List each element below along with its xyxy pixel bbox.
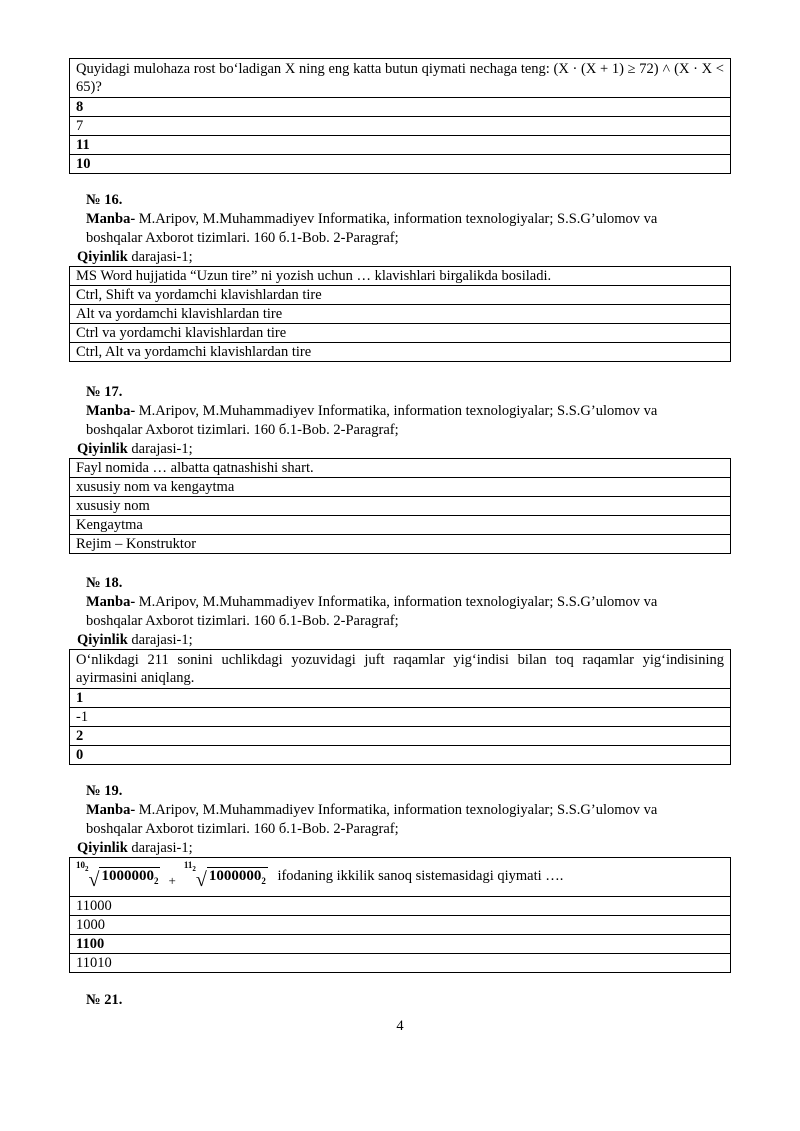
question-text: MS Word hujjatida “Uzun tire” ni yozish uchun … klavishlari birgalikda bosiladi.: [70, 267, 731, 286]
question-table-prev: [69, 58, 731, 174]
root-2: [183, 859, 268, 891]
option-row: [70, 98, 731, 117]
option: 11000: [70, 897, 731, 916]
option: Ctrl, Shift va yordamchi klavishlardan tire: [70, 286, 731, 305]
option: Ctrl, Alt va yordamchi klavishlardan tire: [70, 343, 731, 362]
option: 10: [70, 155, 731, 174]
option-row: [70, 535, 731, 554]
q17-table: [69, 458, 731, 554]
source-line: [86, 402, 736, 421]
q17-difficulty: [77, 440, 193, 459]
option: Ctrl va yordamchi klavishlardan tire: [70, 324, 731, 343]
source-line: [86, 593, 736, 612]
question-text: O‘nlikdagi 211 sonini uchlikdagi yozuvidagi juft raqamlar yig‘indisi bilan toq raqamlar yig‘indisining ayirmasini aniqlang.: [70, 650, 731, 689]
option-correct: 1100: [70, 935, 731, 954]
source-line-2: boshqalar Axborot tizimlari. 160 б.1-Bob. 2-Paragraf;: [86, 613, 399, 629]
root-index-value: 10: [76, 859, 85, 870]
option-row: [70, 136, 731, 155]
root-index-base: 2: [192, 864, 196, 873]
option-row: [70, 324, 731, 343]
plus-sign: +: [168, 872, 176, 888]
radicand-value: 1000000: [101, 867, 154, 884]
question-number: № 19.: [86, 783, 123, 799]
question-text: ifodaning ikkilik sanoq sistemasidagi qiymati ….: [277, 867, 564, 884]
question-number: № 17.: [86, 384, 123, 400]
option-correct: 8: [70, 98, 731, 117]
source-line: [86, 801, 736, 820]
qiyinlik-value: darajasi-1;: [127, 632, 193, 648]
question-text: Quyidagi mulohaza rost bo‘ladigan X ning eng katta butun qiymati nechaga teng: (X · (X + 1) ≥ 72) ˄ (X · X < 65)?: [70, 59, 731, 98]
option: xususiy nom va kengaytma: [70, 478, 731, 497]
source-text: M.Aripov, M.Muhammadiyev Informatika, information texnologiyalar; S.S.G’ulomov va: [135, 403, 658, 419]
option-row: [70, 516, 731, 535]
option: Alt va yordamchi klavishlardan tire: [70, 305, 731, 324]
source-line-2: boshqalar Axborot tizimlari. 160 б.1-Bob. 2-Paragraf;: [86, 821, 399, 837]
source-text: M.Aripov, M.Muhammadiyev Informatika, information texnologiyalar; S.S.G’ulomov va: [135, 211, 658, 227]
q16-difficulty: [77, 248, 193, 267]
source-text: M.Aripov, M.Muhammadiyev Informatika, information texnologiyalar; S.S.G’ulomov va: [135, 594, 658, 610]
option-row: [70, 897, 731, 916]
radical-expression: [76, 859, 268, 891]
q16-table: [69, 266, 731, 362]
option-correct: 1: [70, 689, 731, 708]
q18-difficulty: [77, 631, 193, 650]
option: 11: [70, 136, 731, 155]
radical-sign-icon: √: [88, 868, 100, 891]
source-line-2: boshqalar Axborot tizimlari. 160 б.1-Bob. 2-Paragraf;: [86, 422, 399, 438]
option: 7: [70, 117, 731, 136]
q18-table: [69, 649, 731, 765]
option: xususiy nom: [70, 497, 731, 516]
root-index-base: 2: [85, 864, 89, 873]
source-text: M.Aripov, M.Muhammadiyev Informatika, information texnologiyalar; S.S.G’ulomov va: [135, 802, 658, 818]
question-number: № 18.: [86, 575, 123, 591]
question-row: [70, 267, 731, 286]
option: 1000: [70, 916, 731, 935]
option: Kengaytma: [70, 516, 731, 535]
option-row: [70, 343, 731, 362]
q21-header: [86, 991, 736, 1010]
option-row: [70, 305, 731, 324]
radicand-value: 1000000: [208, 867, 262, 884]
q19-header: [86, 782, 736, 839]
root-index: [76, 856, 89, 878]
option: -1: [70, 708, 731, 727]
q18-header: [86, 574, 736, 631]
option-row: [70, 478, 731, 497]
radical-sign-icon: √: [195, 868, 207, 891]
question-row: [70, 858, 731, 897]
root-index: [184, 856, 196, 878]
radicand-base: 2: [261, 875, 266, 886]
radicand-base: 2: [153, 875, 159, 886]
manba-label: Manba-: [86, 211, 136, 227]
q16-header: [86, 191, 736, 248]
root-index-value: 11: [183, 859, 193, 870]
option-row: [70, 727, 731, 746]
question-row: [70, 459, 731, 478]
qiyinlik-value: darajasi-1;: [127, 249, 193, 265]
radicand: [99, 867, 160, 890]
q19-table: [69, 857, 731, 973]
question-formula-cell: [70, 858, 731, 897]
source-line-2: boshqalar Axborot tizimlari. 160 б.1-Bob. 2-Paragraf;: [86, 230, 399, 246]
option: 2: [70, 727, 731, 746]
option-row: [70, 117, 731, 136]
option-row: [70, 497, 731, 516]
q17-header: [86, 383, 736, 440]
source-line: [86, 210, 736, 229]
qiyinlik-label: Qiyinlik: [77, 632, 128, 648]
question-number: № 21.: [86, 992, 123, 1008]
option-row: [70, 708, 731, 727]
option-row: [70, 286, 731, 305]
root-1: [76, 859, 160, 891]
option-row: [70, 935, 731, 954]
qiyinlik-label: Qiyinlik: [77, 249, 128, 265]
qiyinlik-label: Qiyinlik: [77, 840, 128, 856]
q19-difficulty: [77, 839, 193, 858]
page-number: 4: [396, 1018, 404, 1034]
option-row: [70, 954, 731, 973]
manba-label: Manba-: [86, 594, 136, 610]
option-row: [70, 916, 731, 935]
option: 11010: [70, 954, 731, 973]
question-row: [70, 650, 731, 689]
question-text: Fayl nomida … albatta qatnashishi shart.: [70, 459, 731, 478]
question-row: [70, 59, 731, 98]
option-row: [70, 689, 731, 708]
radicand: [207, 867, 268, 890]
qiyinlik-value: darajasi-1;: [127, 441, 193, 457]
option-row: [70, 155, 731, 174]
question-number: № 16.: [86, 192, 123, 208]
qiyinlik-label: Qiyinlik: [77, 441, 128, 457]
option: 0: [70, 746, 731, 765]
manba-label: Manba-: [86, 802, 136, 818]
option-row: [70, 746, 731, 765]
qiyinlik-value: darajasi-1;: [127, 840, 193, 856]
manba-label: Manba-: [86, 403, 136, 419]
option: Rejim – Konstruktor: [70, 535, 731, 554]
